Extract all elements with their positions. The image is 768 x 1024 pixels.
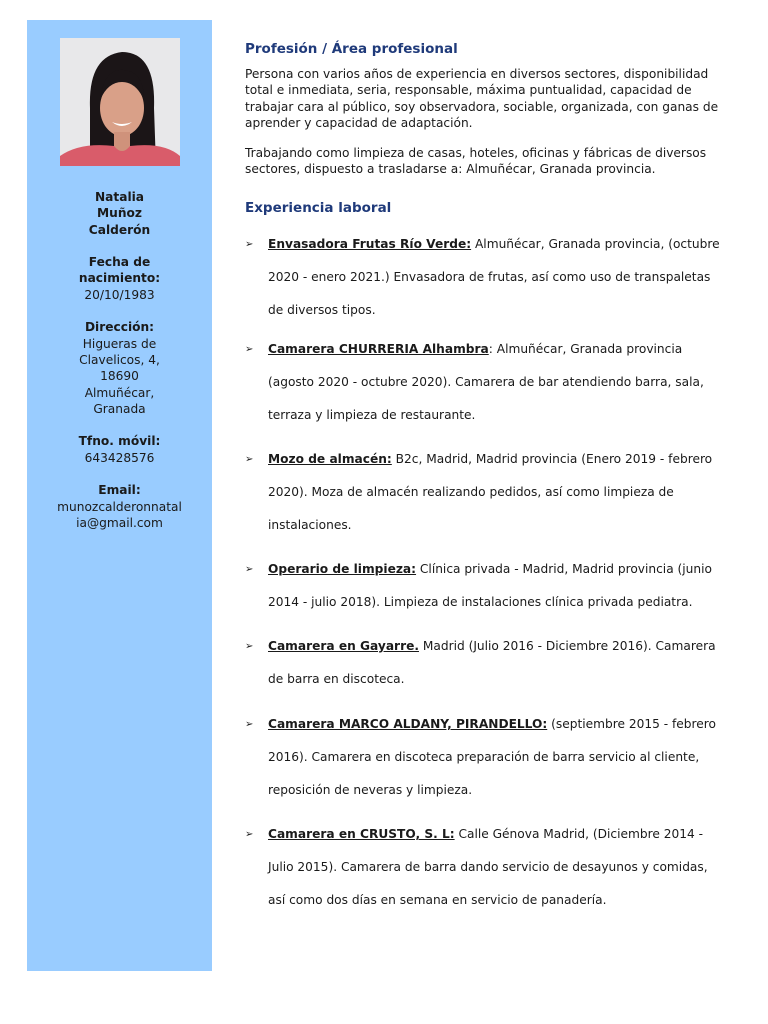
- employer-name: Camarera en CRUSTO, S. L:: [268, 827, 455, 841]
- arrowhead-bullet-icon: ➢: [245, 564, 254, 575]
- experience-entry: [268, 553, 723, 619]
- experience-entry: [268, 630, 723, 696]
- phone-label: Tfno. móvil:: [78, 434, 161, 449]
- experience-entry: [268, 818, 723, 917]
- address-block: [27, 319, 212, 417]
- address-label: Dirección:: [84, 320, 155, 335]
- employer-details: B2c, Madrid, Madrid provincia (Enero 2019 - febrero 2020). Moza de almacén realizando pedidos, así como limpieza de instalaciones.: [268, 452, 713, 532]
- employer-name: Camarera CHURRERIA Alhambra: [268, 342, 489, 356]
- email-value[interactable]: munozcalderonnatalia@gmail.com: [57, 499, 182, 530]
- employer-details: : Almuñécar, Granada provincia (agosto 2020 - octubre 2020). Camarera de bar atendiendo barra, sala, terraza y limpieza de restaurante.: [268, 342, 704, 422]
- arrowhead-bullet-icon: ➢: [245, 454, 254, 465]
- person-portrait-icon: [60, 38, 180, 166]
- employer-name: Operario de limpieza:: [268, 562, 417, 576]
- employer-name: Envasadora Frutas Río Verde:: [268, 237, 472, 251]
- profile-paragraph-2: Trabajando como limpieza de casas, hoteles, oficinas y fábricas de diversos sectores, dispuesto a trasladarse a: Almuñécar, Granada provincia.: [245, 146, 707, 177]
- experience-entry: [268, 333, 723, 432]
- sidebar: [27, 20, 212, 971]
- birth-date-value: 20/10/1983: [84, 287, 155, 302]
- experience-entry: [268, 228, 723, 327]
- arrowhead-bullet-icon: ➢: [245, 641, 254, 652]
- phone-block: [27, 433, 212, 466]
- experience-heading: Experiencia laboral: [245, 200, 392, 216]
- arrowhead-bullet-icon: ➢: [245, 344, 254, 355]
- full-name: Natalia Muñoz Calderón: [88, 190, 151, 237]
- arrowhead-bullet-icon: ➢: [245, 239, 254, 250]
- profile-photo: [60, 38, 180, 166]
- birth-date-label: Fecha de nacimiento:: [78, 255, 161, 286]
- contact-info: [27, 189, 212, 548]
- arrowhead-bullet-icon: ➢: [245, 719, 254, 730]
- employer-details: Clínica privada - Madrid, Madrid provincia (junio 2014 - julio 2018). Limpieza de instalaciones clínica privada pediatra.: [268, 562, 712, 609]
- employer-details: Madrid (Julio 2016 - Diciembre 2016). Camarera de barra en discoteca.: [268, 639, 716, 686]
- experience-entry: [268, 708, 723, 807]
- employer-name: Camarera en Gayarre.: [268, 639, 419, 653]
- email-block: [27, 482, 212, 531]
- employer-details: Almuñécar, Granada provincia, (octubre 2020 - enero 2021.) Envasadora de frutas, así como uso de transpaletas de diversos tipos.: [268, 237, 720, 317]
- address-value: Higueras de Clavelicos, 4, 18690 Almuñécar, Granada: [79, 336, 160, 416]
- birth-date-block: [27, 254, 212, 303]
- employer-name: Camarera MARCO ALDANY, PIRANDELLO:: [268, 717, 548, 731]
- profile-heading: Profesión / Área profesional: [245, 41, 458, 57]
- employer-details: (septiembre 2015 - febrero 2016). Camarera en discoteca preparación de barra servicio al cliente, reposición de neveras y limpieza.: [268, 717, 716, 797]
- arrowhead-bullet-icon: ➢: [245, 829, 254, 840]
- employer-name: Mozo de almacén:: [268, 452, 392, 466]
- phone-value: 643428576: [84, 450, 155, 465]
- experience-entry: [268, 443, 723, 542]
- employer-details: Calle Génova Madrid, (Diciembre 2014 - Julio 2015). Camarera de barra dando servicio de desayunos y comidas, así como dos días en semana en servicio de panadería.: [268, 827, 708, 907]
- profile-paragraph-1: Persona con varios años de experiencia en diversos sectores, disponibilidad total e inmediata, seria, responsable, máxima puntualidad, capacidad de trabajar cara al público, soy observadora, sociable, organizada, con ganas de aprender y capacidad de adaptación.: [245, 67, 719, 131]
- email-label: Email:: [98, 483, 141, 498]
